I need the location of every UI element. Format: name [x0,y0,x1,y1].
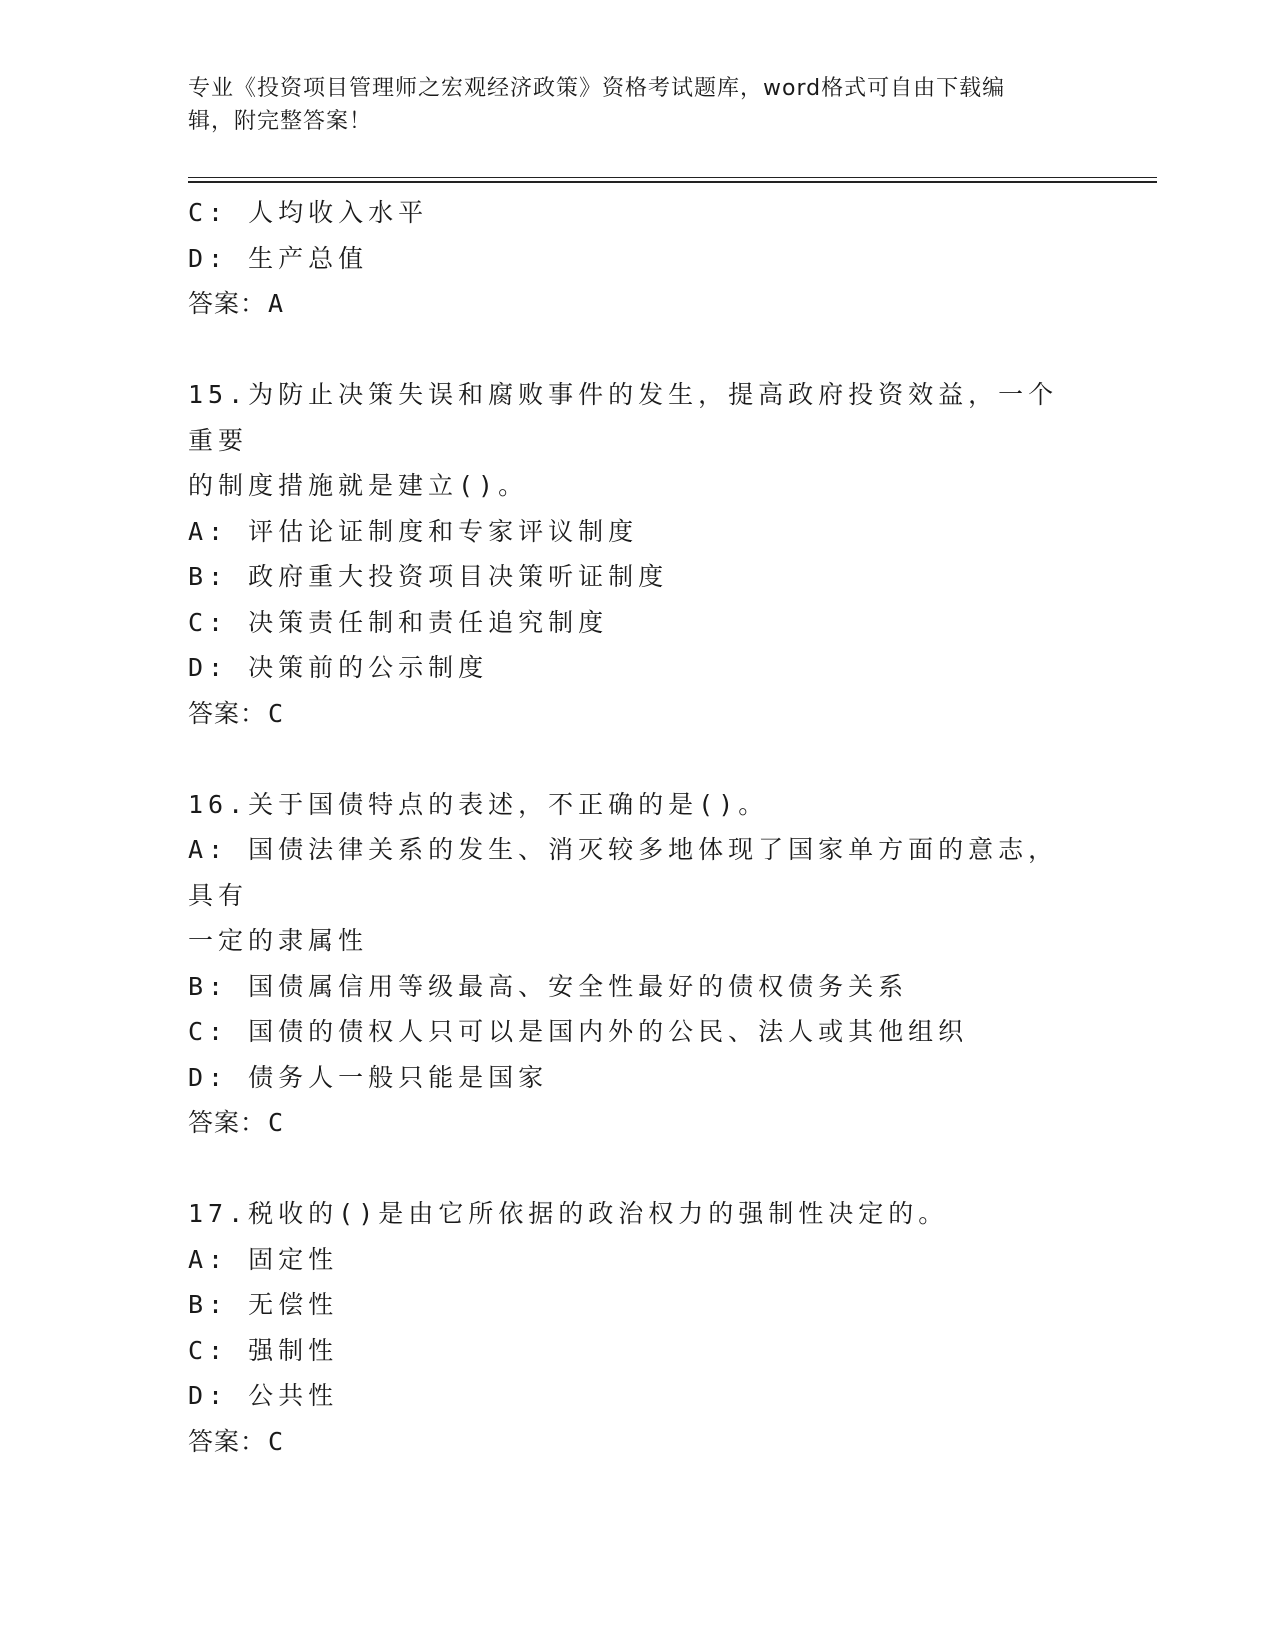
answer [188,281,1088,327]
question-stem-line: 15.为防止决策失误和腐败事件的发生，提高政府投资效益，一个重要 [188,380,1059,455]
question-list [188,190,1088,1464]
option-c: C: 人均收入水平 [188,198,429,227]
continued-question [188,190,1088,327]
spacer [188,736,1088,782]
question-stem-line: 16.关于国债特点的表述，不正确的是()。 [188,789,769,819]
header-divider-thick [188,181,1157,183]
answer [188,691,1088,737]
option-a: A: 国债法律关系的发生、消灭较多地体现了国家单方面的意志，具有 [188,835,1059,910]
spacer [188,327,1088,373]
answer-value: A [268,289,285,318]
header-line-1: 专业《投资项目管理师之宏观经济政策》资格考试题库，word格式可自由下载编 [188,76,1006,101]
option-d: D: 生产总值 [188,243,369,273]
answer [188,1419,1088,1465]
answer-value: C [268,698,285,728]
option-c: C: 国债的债权人只可以是国内外的公民、法人或其他组织 [188,1017,969,1046]
option-a: A: 评估论证制度和专家评议制度 [188,516,639,546]
answer-value: C [268,1426,285,1456]
answer-value: C [268,1108,285,1137]
question-stem-line: 的制度措施就是建立()。 [188,471,529,500]
option-b: B: 国债属信用等级最高、安全性最好的债权债务关系 [188,971,909,1001]
option-c: C: 决策责任制和责任追究制度 [188,607,609,637]
document-header [188,72,1068,138]
option-a: A: 固定性 [188,1244,339,1274]
answer-label: 答案： [188,1426,267,1456]
option-d: D: 公共性 [188,1381,339,1410]
option-b: B: 政府重大投资项目决策听证制度 [188,562,669,591]
answer-label: 答案： [188,698,267,728]
header-divider-thin [188,177,1157,178]
spacer [188,1146,1088,1192]
option-b: B: 无偿性 [188,1290,339,1319]
option-d: D: 债务人一般只能是国家 [188,1062,549,1092]
option-d: D: 决策前的公示制度 [188,653,489,682]
question-16 [188,782,1088,1146]
question-17 [188,1191,1088,1464]
answer-label: 答案： [188,1108,267,1137]
question-15 [188,372,1088,736]
answer [188,1100,1088,1146]
option-c: C: 强制性 [188,1335,339,1365]
answer-label: 答案： [188,289,267,318]
header-line-2: 辑，附完整答案！ [188,109,373,134]
question-stem-line: 17.税收的()是由它所依据的政治权力的强制性决定的。 [188,1199,949,1228]
option-a-continued: 一定的隶属性 [188,926,369,955]
